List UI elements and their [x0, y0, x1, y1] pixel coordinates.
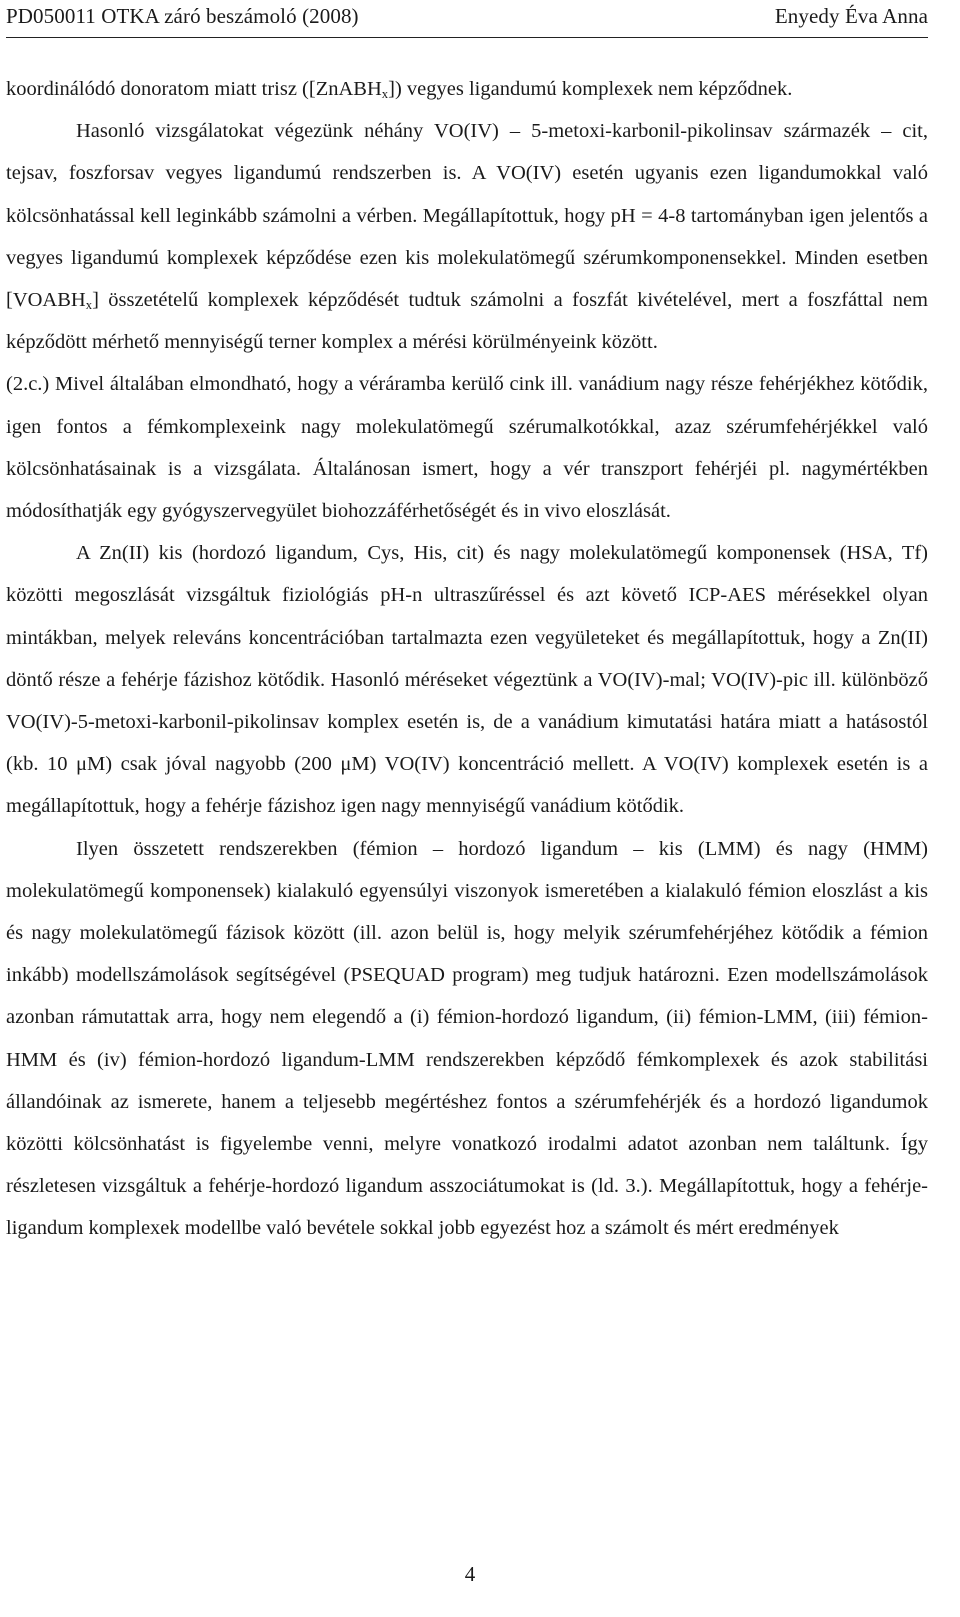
document-body — [6, 68, 928, 1250]
paragraph-2: Hasonló vizsgálatokat végezünk néhány VO(IV) – 5-metoxi-karbonil-pikolinsav származék – cit, tejsav, foszforsav vegyes ligandumú rendszerben is. A VO(IV) esetén ugyanis ezen ligandumokkal való kölcsönhatással kell leginkább számolni a vérben. Megállapítottuk, hogy pH = 4-8 tartományban igen jelentős a vegyes ligandumú komplexek képződése ezen kis molekulatömegű szérumkomponensekkel. Minden esetben $[VOABH_x]$ összetételű komplexek képződését tudtuk számolni a foszfát kivételével, mert a foszfáttal nem képződött mérhető mennyiségű terner komplex a mérési körülményeink között. — [6, 120, 928, 354]
header-divider — [6, 37, 928, 38]
paragraph-1: koordinálódó donoratom miatt trisz ([ZnABH$_x$]) vegyes ligandumú komplexek nem képződnek. — [6, 78, 793, 102]
header-author: Enyedy Éva Anna — [774, 4, 928, 28]
paragraph-3: (2.c.) Mivel általában elmondható, hogy a véráramba kerülő cink ill. vanádium nagy része fehérjékhez kötődik, igen fontos a fémkomplexeink nagy molekulatömegű szérumalkotókkal, azaz szérumfehérjékkel való kölcsönhatásainak is a vizsgálata. Általánosan ismert, hogy a vér transzport fehérjéi pl. nagymértékben módosíthatják egy gyógyszervegyület biohozzáférhetőségét és in vivo eloszlását. — [6, 373, 928, 523]
paragraph-5: Ilyen összetett rendszerekben (fémion – hordozó ligandum – kis (LMM) és nagy (HMM) molekulatömegű komponensek) kialakuló egyensúlyi viszonyok ismeretében a kialakuló fémion eloszlást a kis és nagy molekulatömegű fázisok között (ill. azon belül is, hogy melyik szérumfehérjéhez kötődik a fémion inkább) modellszámolások segítségével (PSEQUAD program) meg tudjuk határozni. Ezen modellszámolások azonban rámutattak arra, hogy nem elegendő a (i) fémion-hordozó ligandum, (ii) fémion-LMM, (iii) fémion-HMM és (iv) fémion-hordozó ligandum-LMM rendszerekben képződő fémkomplexek és azok stabilitási állandóinak az ismerete, hanem a teljesebb megértéshez fontos a szérumfehérjék és a hordozó ligandumok közötti kölcsönhatást is figyelembe venni, melyre vonatkozó irodalmi adatot azonban nem találtunk. Így részletesen vizsgáltuk a fehérje-hordozó ligandum asszociátumokat is (ld. 3.). Megállapítottuk, hogy a fehérje-ligandum komplexek modellbe való bevétele sokkal jobb egyezést hoz a számolt és mért eredmények — [6, 837, 928, 1240]
page-number: 4 — [464, 1562, 476, 1586]
paragraph-4: A Zn(II) kis (hordozó ligandum, Cys, His, cit) és nagy molekulatömegű komponensek (HSA, Tf) közötti megoszlását vizsgáltuk fiziológiás pH-n ultraszűréssel és azt követő ICP-AES mérésekkel olyan mintákban, melyek releváns koncentrációban tartalmazta ezen vegyületeket és megállapítottuk, hogy a Zn(II) döntő része a fehérje fázishoz kötődik. Hasonló méréseket végeztünk a VO(IV)-mal; VO(IV)-pic ill. különböző VO(IV)-5-metoxi-karbonil-pikolinsav komplex esetén is, de a vanádium kimutatási határa miatt a hatásostól (kb. 10 μM) csak jóval nagyobb (200 μM) VO(IV) koncentráció mellett. A VO(IV) komplexek esetén is a megállapítottuk, hogy a fehérje fázishoz igen nagy mennyiségű vanádium kötődik. — [6, 542, 928, 818]
page-header — [6, 4, 928, 34]
header-project-title: PD050011 OTKA záró beszámoló (2008) — [6, 4, 359, 28]
